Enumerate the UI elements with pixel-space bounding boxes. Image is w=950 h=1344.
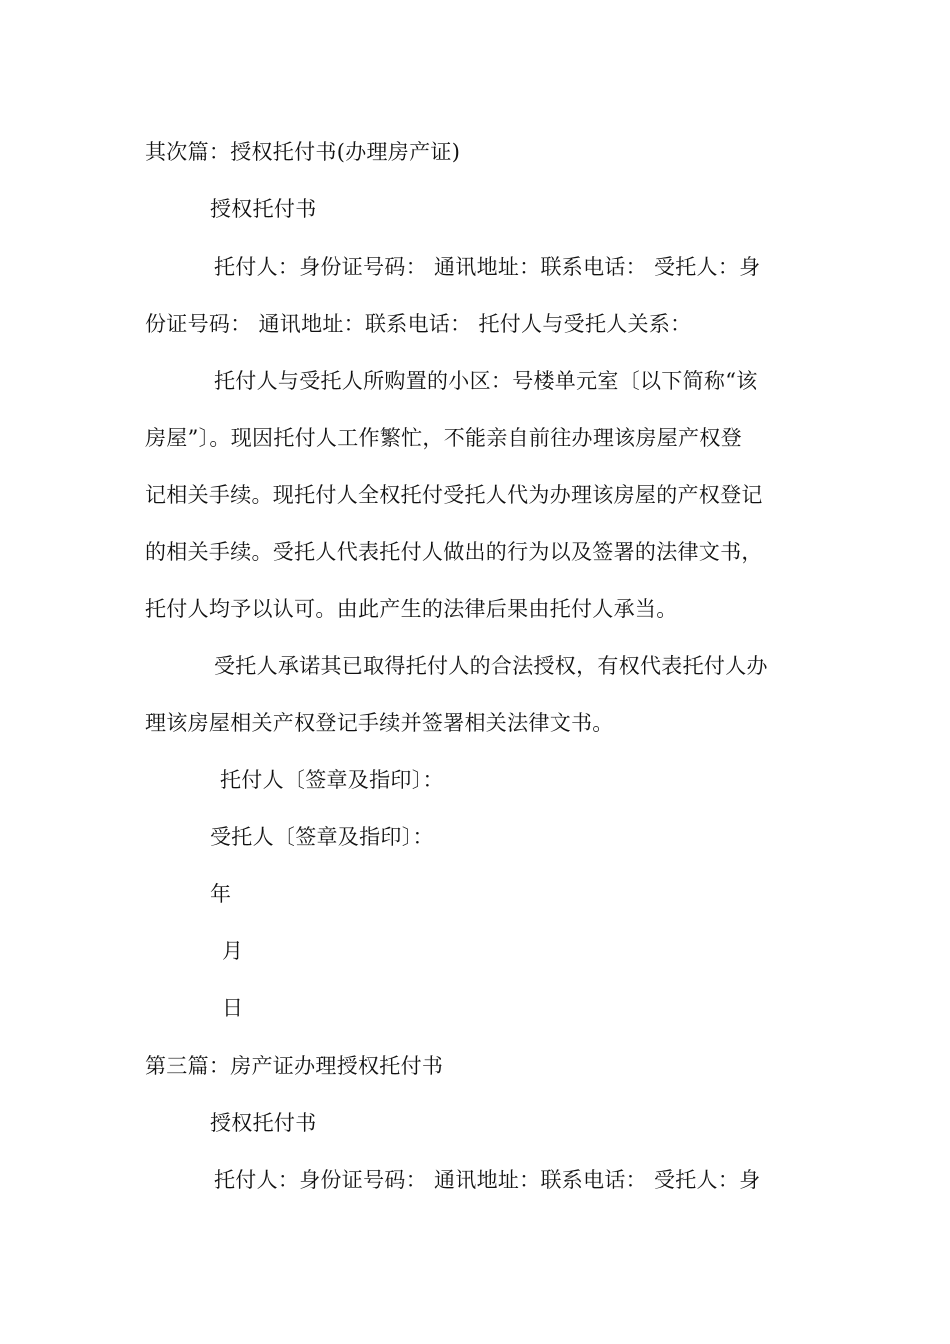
date-month: 月 <box>222 939 244 963</box>
section2-para2-line-2: 理该房屋相关产权登记手续并签署相关法律文书。 <box>145 711 614 735</box>
section2-para1-line-3: 记相关手续。现托付人全权托付受托人代为办理该房屋的产权登记 <box>145 483 763 507</box>
section3-heading: 第三篇：房产证办理授权托付书 <box>145 1054 444 1078</box>
section2-para1-line-1: 托付人与受托人所购置的小区：号楼单元室〔以下简称“该 <box>214 369 758 393</box>
section2-para1-line-5: 托付人均予以认可。由此产生的法律后果由托付人承当。 <box>145 597 678 621</box>
section2-para1-line-2: 房屋”〕。现因托付人工作繁忙，不能亲自前往办理该房屋产权登 <box>145 426 742 450</box>
section2-title: 授权托付书 <box>210 197 317 221</box>
section3-title: 授权托付书 <box>210 1111 317 1135</box>
section3-info-line-1: 托付人：身份证号码： 通讯地址：联系电话： 受托人：身 <box>214 1168 761 1192</box>
section2-para1-line-4: 的相关手续。受托人代表托付人做出的行为以及签署的法律文书， <box>145 540 763 564</box>
section2-info-line-2: 份证号码： 通讯地址：联系电话： 托付人与受托人关系： <box>145 312 692 336</box>
section2-heading: 其次篇：授权托付书(办理房产证) <box>145 140 461 164</box>
principal-signature-line: 托付人〔签章及指印〕： <box>220 768 444 792</box>
date-day: 日 <box>222 996 244 1020</box>
section2-info-line-1: 托付人：身份证号码： 通讯地址：联系电话： 受托人：身 <box>214 255 761 279</box>
agent-signature-line: 受托人〔签章及指印〕： <box>210 825 434 849</box>
section2-para2-line-1: 受托人承诺其已取得托付人的合法授权，有权代表托付人办 <box>214 654 768 678</box>
date-year: 年 <box>210 882 232 906</box>
